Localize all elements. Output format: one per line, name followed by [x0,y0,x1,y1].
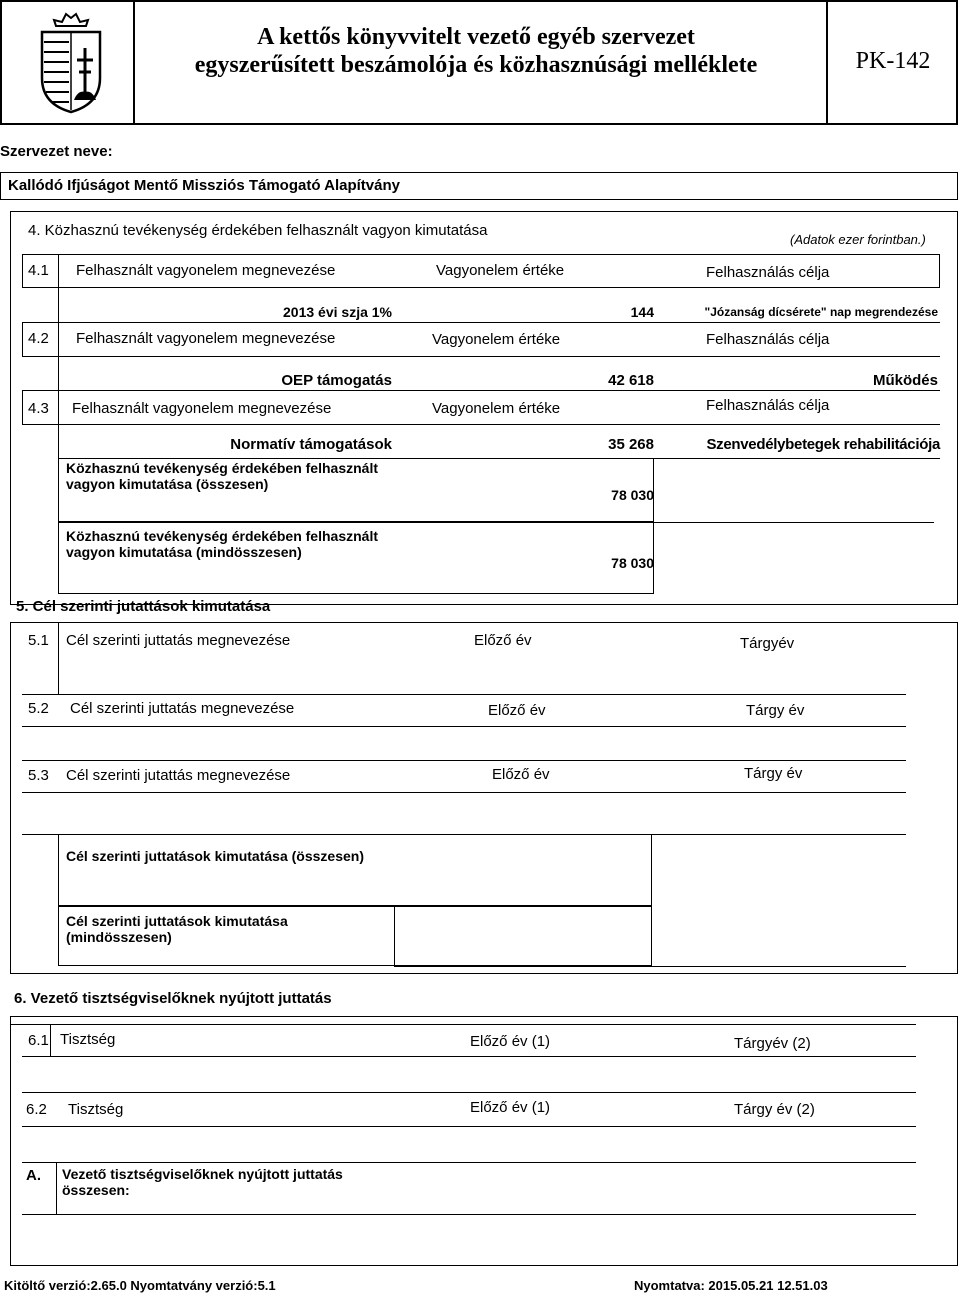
row-4-2-item: OEP támogatás [281,372,392,389]
row-4-1-divider [58,254,59,322]
row-5-2-num: 5.2 [28,700,49,717]
row-6-1-prev: Előző év (1) [470,1033,551,1050]
row-6-2-prev: Előző év (1) [470,1099,551,1116]
row-4-1-num: 4.1 [28,262,49,279]
section5-grand-total-bottom [394,966,906,967]
row-4-3-col-value: Vagyonelem értéke [432,400,561,417]
section6-total-num: A. [26,1167,41,1184]
row-4-2-label: Felhasznált vagyonelem megnevezése [76,330,336,347]
row-5-1-label: Cél szerinti juttatás megnevezése [66,632,291,649]
section6-total-divider [56,1162,57,1214]
section6-total-bottom [22,1214,916,1215]
row-5-1-prev: Előző év [474,632,532,649]
row-4-3-divider [58,390,59,458]
row-6-1-label: Tisztség [60,1031,116,1048]
row-5-3-prev: Előző év [492,766,550,783]
section5-grand-total-divider [394,906,395,966]
row-6-1-bottom [22,1092,916,1093]
row-6-2-curr: Tárgy év (2) [734,1101,815,1118]
row-4-2-divider [58,322,59,390]
row-4-3-col-purpose: Felhasználás célja [706,397,830,414]
footer-version: Kitöltő verzió:2.65.0 Nyomtatvány verzió:5.1 [4,1278,276,1293]
row-6-1-divider [50,1024,51,1056]
row-5-2-curr: Tárgy év [746,702,805,719]
row-5-1-curr: Tárgyév [740,635,795,652]
row-4-2-num: 4.2 [28,330,49,347]
row-4-2-col-value: Vagyonelem értéke [432,331,561,348]
row-6-2-num: 6.2 [26,1101,47,1118]
row-5-3-label: Cél szerinti jutattás megnevezése [66,767,291,784]
row-4-3-purpose: Szenvedélybetegek rehabilitációja [706,436,940,453]
section4-total-label: Közhasznú tevékenység érdekében felhasznált vagyon kimutatása (összesen) [66,460,378,492]
row-6-2-mid [22,1126,916,1127]
row-4-3-header-bottom [22,424,940,425]
row-4-3-value: 35 268 [608,436,654,453]
row-5-2-bottom [22,760,906,761]
row-4-1-col-purpose: Felhasználás célja [706,264,830,281]
row-5-2-mid [22,726,906,727]
section6-title: 6. Vezető tisztségviselőknek nyújtott juttatás [14,990,332,1007]
row-4-1-col-value: Vagyonelem értéke [436,262,565,279]
row-6-1-curr: Tárgyév (2) [734,1035,811,1052]
row-4-3-item: Normatív támogatások [230,436,392,453]
org-name-value: Kallódó Ifjúságot Mentő Missziós Támogató Alapítvány [8,177,400,194]
document-title-line2: egyszerűsített beszámolója és közhasznúsági melléklete [194,52,758,78]
row-5-1-bottom [22,694,906,695]
row-5-3-mid [22,792,906,793]
row-4-2-col-purpose: Felhasználás célja [706,331,830,348]
row-4-2-bottom [22,390,940,391]
row-4-1-item: 2013 évi szja 1% [283,304,392,320]
row-4-1-value: 144 [630,304,654,320]
section6-total-label: Vezető tisztségviselőknek nyújtott juttatás összesen: [62,1166,343,1198]
row-6-1-num: 6.1 [28,1032,49,1049]
row-6-1-top [10,1024,916,1025]
footer-printed: Nyomtatva: 2015.05.21 12.51.03 [634,1278,828,1293]
row-6-2-bottom [22,1162,916,1163]
row-5-2-label: Cél szerinti juttatás megnevezése [70,700,295,717]
header-divider-right [826,0,828,125]
row-4-2-header-bottom [22,356,940,357]
section4-grand-total-value: 78 030 [611,555,654,571]
row-4-1-label: Felhasznált vagyonelem megnevezése [76,262,336,279]
row-5-3-curr: Tárgy év [744,765,803,782]
row-4-3-left [22,390,23,424]
row-4-3-num: 4.3 [28,400,49,417]
row-4-3-label: Felhasznált vagyonelem megnevezése [72,400,332,417]
section5-grand-total-label: Cél szerinti juttatások kimutatása (mindösszesen) [66,913,288,945]
section5-total-box [58,834,652,906]
hungarian-coat-of-arms-icon [30,8,112,118]
section4-title: 4. Közhasznú tevékenység érdekében felhasznált vagyon kimutatása [28,222,488,239]
row-4-2-value: 42 618 [608,372,654,389]
row-5-1-divider [58,622,59,694]
row-6-2-label: Tisztség [68,1101,124,1118]
row-4-2-purpose: Működés [872,372,938,389]
row-6-1-mid [22,1056,916,1057]
row-5-1-num: 5.1 [28,632,49,649]
row-4-2-left [22,322,23,356]
section4-total-extend [654,522,934,523]
form-code: PK-142 [855,48,931,74]
row-4-1-bottom [22,322,940,323]
section5-title: 5. Cél szerinti jutattások kimutatása [16,598,271,615]
row-5-2-prev: Előző év [488,702,546,719]
row-4-1-purpose: "Józanság dícsérete" nap megrendezése [704,305,938,319]
section4-grand-total-label: Közhasznú tevékenység érdekében felhasznált vagyon kimutatása (mindösszesen) [66,528,378,560]
header-divider-left [133,0,135,125]
unit-note: (Adatok ezer forintban.) [790,232,926,247]
section5-total-label: Cél szerinti juttatások kimutatása (összesen) [66,848,364,864]
section4-total-value: 78 030 [611,487,654,503]
document-title-line1: A kettős könyvvitelt vezető egyéb szervezet [257,24,695,50]
org-name-label: Szervezet neve: [0,143,113,160]
section6-frame [10,1016,958,1266]
row-5-3-num: 5.3 [28,767,49,784]
